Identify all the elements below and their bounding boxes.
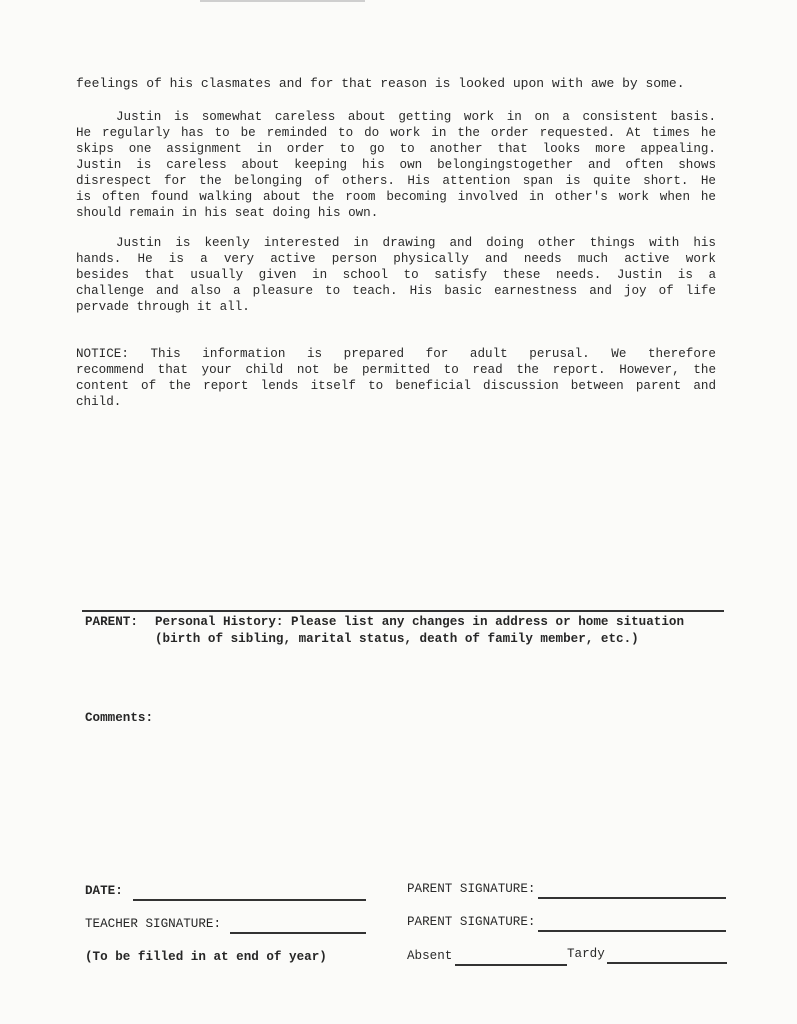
- parent-history-section: [85, 614, 735, 648]
- personal-history-prompt: Personal History: Please list any changes in address or home situation: [155, 615, 685, 629]
- date-field[interactable]: [133, 899, 366, 901]
- text-line: disrespect for the belonging of others. His attention span is quite short. He: [76, 174, 716, 188]
- absent-field[interactable]: [455, 964, 567, 966]
- intro-paragraph: [76, 76, 716, 92]
- text-line: Justin is somewhat careless about getting work in on a consistent basis.: [116, 110, 716, 124]
- personal-history-prompt-detail: (birth of sibling, marital status, death of family member, etc.): [155, 632, 639, 646]
- parent-signature-field-1[interactable]: [538, 897, 726, 899]
- section-divider: [82, 610, 724, 612]
- text-line: besides that usually given in school to satisfy these needs. Justin is a: [76, 268, 716, 282]
- parent-signature-label-1: PARENT SIGNATURE:: [407, 882, 536, 896]
- text-line: skips one assignment in order to go to another that looks more appealing.: [76, 142, 716, 156]
- parent-signature-field-2[interactable]: [538, 930, 726, 932]
- text-line: Justin is careless about keeping his own belongingstogether and often shows: [76, 158, 716, 172]
- comments-label: Comments:: [85, 711, 154, 725]
- text-line: hands. He is a very active person physically and needs much active work: [76, 252, 716, 266]
- text-line: challenge and also a pleasure to teach. His basic earnestness and joy of life: [76, 284, 716, 298]
- text-line: Justin is keenly interested in drawing and doing other things with his: [116, 236, 716, 250]
- tardy-label: Tardy: [567, 947, 605, 961]
- text-line: recommend that your child not be permitted to read the report. However, the: [76, 363, 716, 377]
- text-line: child.: [76, 395, 122, 409]
- parent-label: PARENT:: [85, 615, 138, 629]
- interests-paragraph: [76, 235, 716, 315]
- teacher-signature-field[interactable]: [230, 932, 366, 934]
- absent-label: Absent: [407, 949, 453, 963]
- behavior-paragraph: [76, 109, 716, 221]
- parent-signature-label-2: PARENT SIGNATURE:: [407, 915, 536, 929]
- year-note: (To be filled in at end of year): [85, 950, 327, 964]
- teacher-signature-label: TEACHER SIGNATURE:: [85, 917, 222, 931]
- text-line: is often found walking about the room becoming involved in other's work when he: [76, 190, 716, 204]
- tardy-field[interactable]: [607, 962, 727, 964]
- text-line: feelings of his clasmates and for that reason is looked upon with awe by some.: [76, 76, 685, 91]
- text-line: content of the report lends itself to beneficial discussion between parent and: [76, 379, 716, 393]
- text-line: pervade through it all.: [76, 300, 250, 314]
- text-line: He regularly has to be reminded to do work in the order requested. At times he: [76, 126, 716, 140]
- text-line: should remain in his seat doing his own.: [76, 206, 379, 220]
- text-line: NOTICE: This information is prepared for adult perusal. We therefore: [76, 347, 716, 361]
- scan-edge-mark: [200, 0, 365, 2]
- date-label: DATE:: [85, 884, 123, 898]
- notice-paragraph: [76, 346, 716, 410]
